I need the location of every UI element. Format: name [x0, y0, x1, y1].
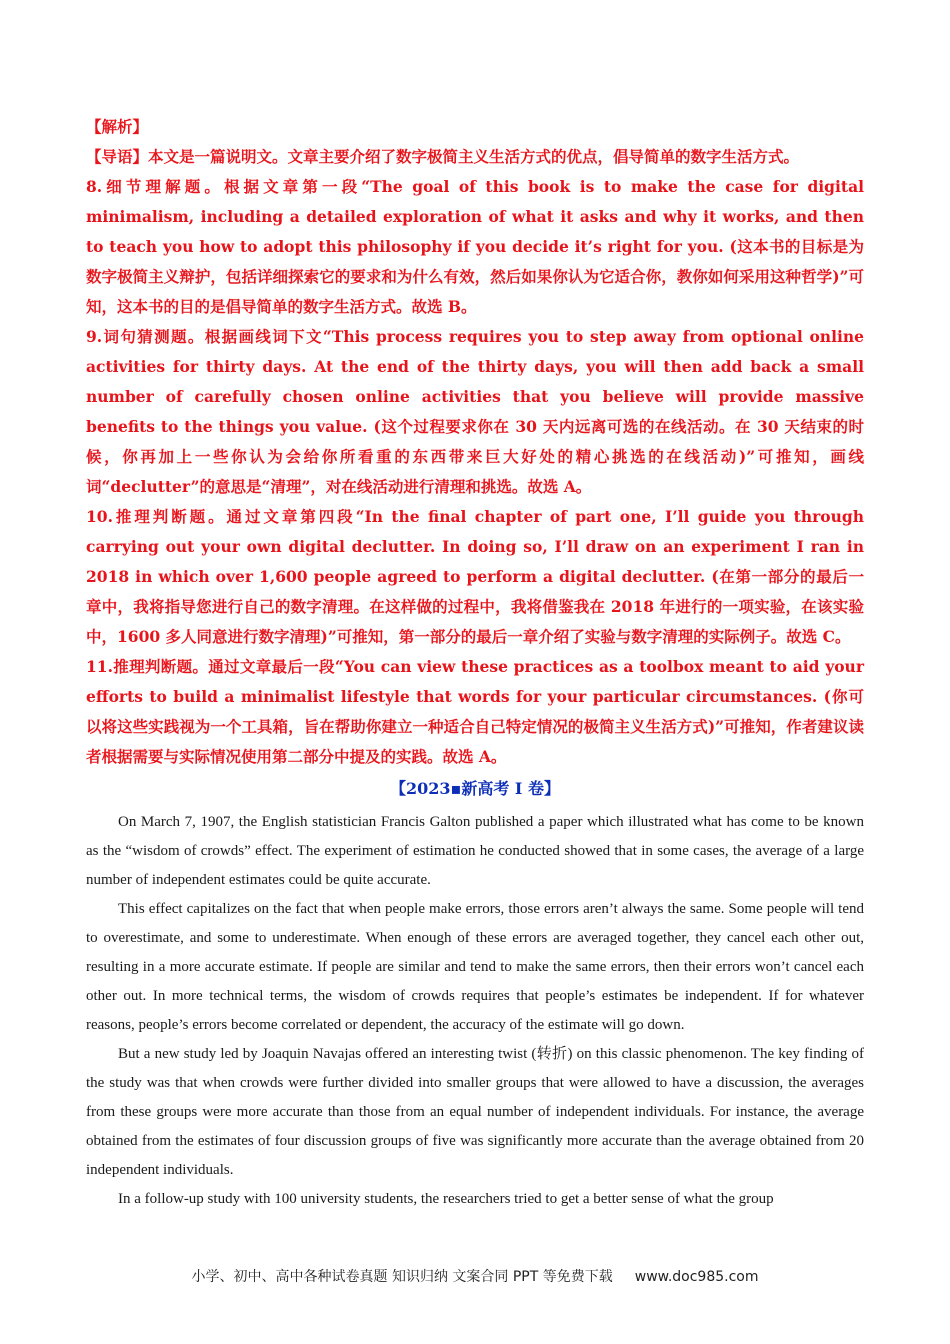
analysis-q11: 11.推理判断题。通过文章最后一段“You can view these practices as a toolbox meant to aid your efforts to build a minimalist lifestyle that words for your particular circumstances. (你可以将这些实践视为一个工具箱，旨在帮助你建立一种适合自己特定情况的极简主义生活方式)”可推知，作者建议读者根据需要与实际情况使用第二部分中提及的实践。故选 A。 [86, 657, 864, 766]
passage-paragraph: But a new study led by Joaquin Navajas offered an interesting twist (转折) on this classic phenomenon. The key finding of the study was that when crowds were further divided into smaller groups that were allowed to have a discussion, the averages from these groups were more accurate than those from an equal number of independent individuals. For instance, the average obtained from the estimates of four discussion groups of five was significantly more accurate than the average obtained from 20 independent individuals. [86, 1046, 864, 1178]
page-content [86, 112, 864, 1214]
passage-paragraph: This effect capitalizes on the fact that when people make errors, those errors aren’t always the same. Some people will tend to overestimate, and some to underestimate. When enough of these errors are averaged together, they cancel each other out, resulting in a more accurate estimate. If people are similar and tend to make the same errors, then their errors won’t cancel each other out. In more technical terms, the wisdom of crowds requires that people’s estimates be independent. If for whatever reasons, people’s errors become correlated or dependent, the accuracy of the estimate will go down. [86, 901, 864, 1033]
footer-text: 小学、初中、高中各种试卷真题 知识归纳 文案合同 PPT 等免费下载 [191, 1269, 613, 1285]
section-title: 【2023▪新高考 I 卷】 [389, 779, 560, 798]
page-footer [0, 1266, 950, 1286]
passage-paragraph: In a follow-up study with 100 university students, the researchers tried to get a better sense of what the group [118, 1191, 774, 1207]
analysis-q8: 8.细节理解题。根据文章第一段“The goal of this book is to make the case for digital minimalism, including a detailed exploration of what it asks and why it works, and then to teach you how to adopt this philosophy if you decide it’s right for you. (这本书的目标是为数字极简主义辩护，包括详细探索它的要求和为什么有效，然后如果你认为它适合你，教你如何采用这种哲学)”可知，这本书的目的是倡导简单的数字生活方式。故选 B。 [86, 177, 864, 316]
analysis-heading: 【解析】 [86, 117, 149, 136]
analysis-section [86, 112, 864, 772]
footer-site-link[interactable]: www.doc985.com [634, 1269, 759, 1285]
analysis-q10: 10.推理判断题。通过文章第四段“In the final chapter of part one, I’ll guide you through carrying out your own digital declutter. In doing so, I’ll draw on an experiment I ran in 2018 in which over 1,600 people agreed to perform a digital declutter. (在第一部分的最后一章中，我将指导您进行自己的数字清理。在这样做的过程中，我将借鉴我在 2018 年进行的一项实验，在该实验中，1600 多人同意进行数字清理)”可推知，第一部分的最后一章介绍了实验与数字清理的实际例子。故选 C。 [86, 507, 864, 646]
analysis-q9: 9.词句猜测题。根据画线词下文“This process requires you to step away from optional online activities for thirty days. At the end of the thirty days, you will then add back a small number of carefully chosen online activities that you believe will provide massive benefits to the things you value. (这个过程要求你在 30 天内远离可选的在线活动。在 30 天结束的时候，你再加上一些你认为会给你所看重的东西带来巨大好处的精心挑选的在线活动)”可推知，画线词“declutter”的意思是“清理”，对在线活动进行清理和挑选。故选 A。 [86, 327, 864, 496]
analysis-intro: 【导语】本文是一篇说明文。文章主要介绍了数字极简主义生活方式的优点，倡导简单的数字生活方式。 [86, 147, 800, 166]
reading-passage [86, 808, 864, 1214]
passage-paragraph: On March 7, 1907, the English statistician Francis Galton published a paper which illustrated what has come to be known as the “wisdom of crowds” effect. The experiment of estimation he conducted showed that in some cases, the average of a large number of independent estimates could be quite accurate. [86, 814, 864, 888]
